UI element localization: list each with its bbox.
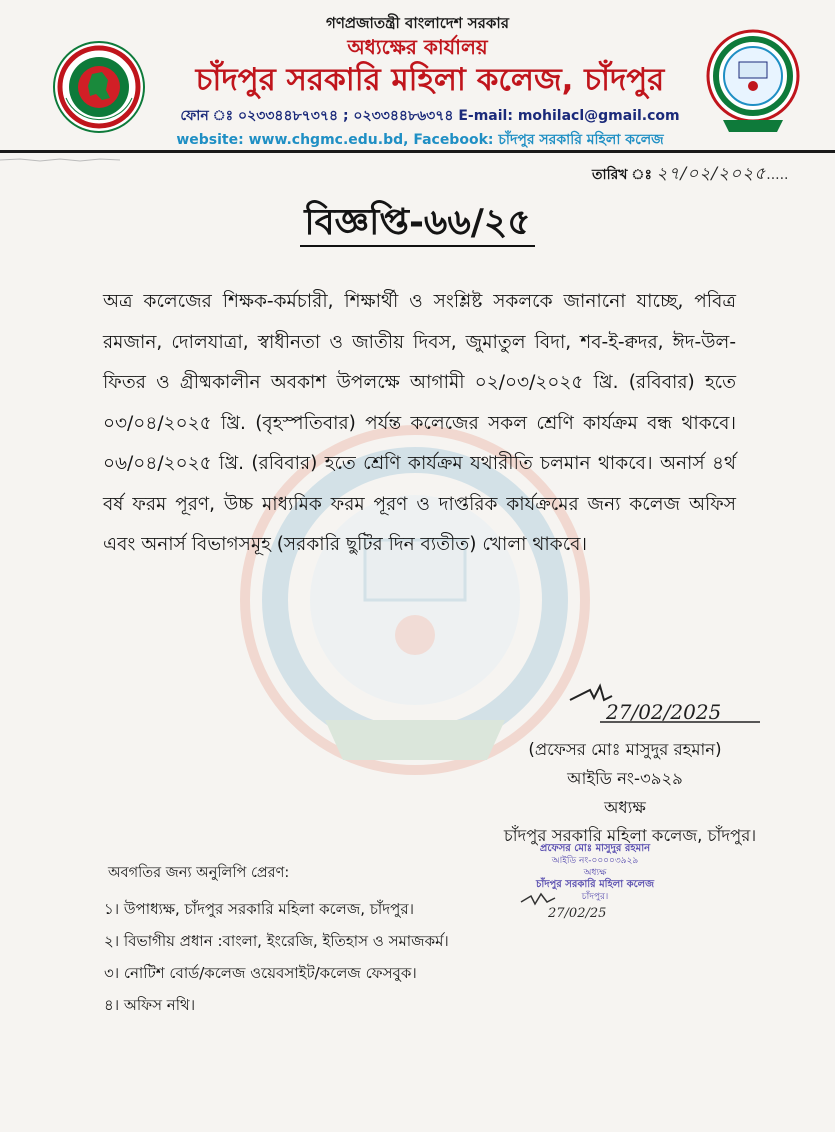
stamp-name: প্রফেসর মোঃ মাসুদুর রহমান <box>539 843 651 854</box>
notice-body: অত্র কলেজের শিক্ষক-কর্মচারী, শিক্ষার্থী ও সংশ্লিষ্ট সকলকে জানানো যাচ্ছে, পবিত্র রমজান, দোলযাত্রা, স্বাধীনতা ও জাতীয় দিবস, জুমাতুল বিদা, শব-ই-ক্বদর, ঈদ-উল-ফিতর ও গ্রীষ্মকালীন অবকাশ উপলক্ষে আগামী ০২/০৩/২০২৫ খ্রি. (রবিবার) হতে ০৩/০৪/২০২৫ খ্রি. (বৃহস্পতিবার) পর্যন্ত কলেজের সকল শ্রেণি কার্যক্রম বন্ধ থাকবে। ০৬/০৪/২০২৫ খ্রি. (রবিবার) হতে শ্রেণি কার্যক্রম যথারীতি চলমান থাকবে। অনার্স ৪র্থ বর্ষ ফরম পূরণ, উচ্চ মাধ্যমিক ফরম পূরণ ও দাপ্তরিক কার্যক্রমের জন্য কলেজ অফিস এবং অনার্স বিভাগসমূহ (সরকারি ছুটির দিন ব্যতীত) খোলা থাকবে। <box>103 291 736 555</box>
copies-item: ৩। নোটিশ বোর্ড/কলেজ ওয়েবসাইট/কলেজ ফেসবুক। <box>104 964 417 982</box>
copies-item: ৪। অফিস নথি। <box>104 996 196 1014</box>
signature-date: 27/02/2025 <box>606 700 722 724</box>
header-divider <box>0 150 835 153</box>
copies-title: অবগতির জন্য অনুলিপি প্রেরণ: <box>108 865 290 881</box>
copies-item: ১। উপাধ্যক্ষ, চাঁদপুর সরকারি মহিলা কলেজ, চাঁদপুর। <box>104 900 414 918</box>
stamp-city: চাঁদপুর। <box>581 892 609 902</box>
stamp-college: চাঁদপুর সরকারি মহিলা কলেজ <box>535 879 655 890</box>
contact-info: ফোন ঃ ০২৩৩৪৪৮৭৩৭৪ ; ০২৩৩৪৪৮৬৩৭৪ E-mail: mohilacl@gmail.com <box>180 108 680 124</box>
stamp-role: অধ্যক্ষ <box>583 868 607 878</box>
office-name: অধ্যক্ষের কার্যালয় <box>347 35 488 59</box>
copies-list <box>104 893 449 1021</box>
signatory-college: চাঁদপুর সরকারি মহিলা কলেজ, চাঁদপুর। <box>503 826 757 845</box>
college-emblem-icon <box>703 28 803 138</box>
date-value: ২৭/০২/২০২৫ <box>656 164 767 184</box>
notice-title <box>0 195 835 255</box>
paper-edge <box>0 157 120 163</box>
college-name: চাঁদপুর সরকারি মহিলা কলেজ, চাঁদপুর <box>195 62 665 98</box>
date-label: তারিখ ঃ <box>592 167 652 183</box>
notice-title-text: বিজ্ঞপ্তি-৬৬/২৫ <box>300 202 534 247</box>
stamp-id: আইডি নং-০০০০৩৯২৯ <box>551 856 639 866</box>
government-name: গণপ্রজাতন্ত্রী বাংলাদেশ সরকার <box>326 14 509 32</box>
signatory-id: আইডি নং-৩৯২৯ <box>567 769 683 788</box>
signatory-role: অধ্যক্ষ <box>604 798 646 817</box>
date-field: তারিখ ঃ ২৭/০২/২০২৫..... <box>592 164 789 184</box>
stamp-handwritten-date: 27/02/25 <box>548 906 607 921</box>
web-info: website: www.chgmc.edu.bd, Facebook: চাঁদপুর সরকারি মহিলা কলেজ <box>176 132 664 148</box>
govt-seal-icon <box>52 40 146 134</box>
copies-item: ২। বিভাগীয় প্রধান :বাংলা, ইংরেজি, ইতিহাস ও সমাজকর্ম। <box>104 932 449 950</box>
signatory-name: (প্রফেসর মোঃ মাসুদুর রহমান) <box>528 740 722 759</box>
